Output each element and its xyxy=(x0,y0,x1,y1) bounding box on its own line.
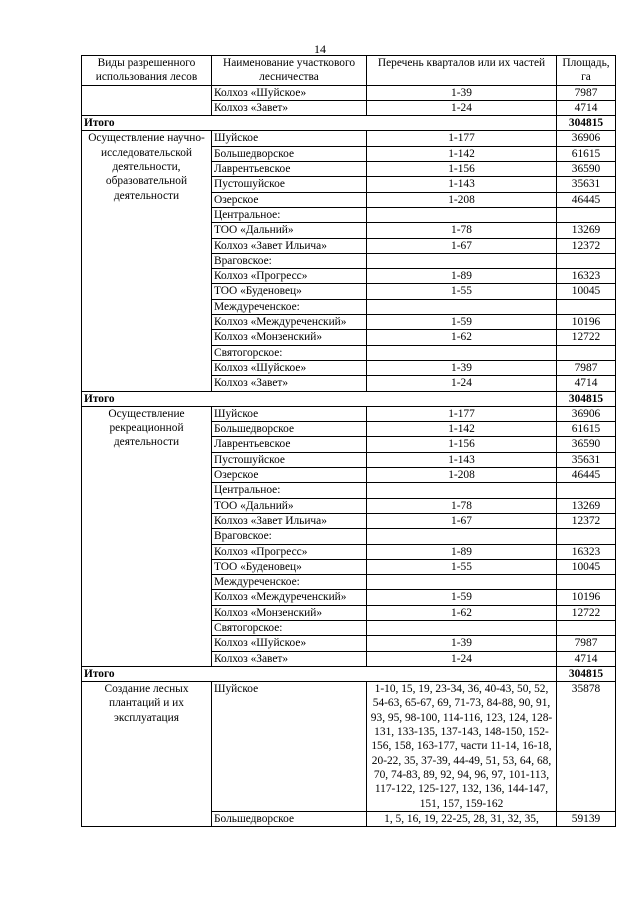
quarters-list: 1-78 xyxy=(367,223,557,238)
forest-use-table xyxy=(81,55,616,827)
area-value: 13269 xyxy=(557,498,616,513)
total-label: Итого xyxy=(82,116,557,131)
table-row xyxy=(82,682,616,812)
quarters-list: 1-156 xyxy=(367,437,557,452)
forestry-name: Пустошуйское xyxy=(212,452,367,467)
quarters-list: 1-62 xyxy=(367,605,557,620)
total-label: Итого xyxy=(82,666,557,681)
forestry-name: Колхоз «Завет Ильича» xyxy=(212,513,367,528)
quarters-list xyxy=(367,345,557,360)
forestry-name: Враговское: xyxy=(212,253,367,268)
area-value: 46445 xyxy=(557,468,616,483)
use-type-continued xyxy=(82,85,212,116)
quarters-list: 1-24 xyxy=(367,376,557,391)
area-value: 46445 xyxy=(557,192,616,207)
area-value: 35878 xyxy=(557,682,616,812)
forestry-name: Центральное: xyxy=(212,207,367,222)
header-forestry: Наименование участкового лесничества xyxy=(212,56,367,86)
forestry-name: Колхоз «Монзенский» xyxy=(212,330,367,345)
use-type: Осуществление научно-исследовательской деятельности, образовательной деятельности xyxy=(82,131,212,391)
forestry-name: Колхоз «Прогресс» xyxy=(212,544,367,559)
area-value: 10196 xyxy=(557,315,616,330)
quarters-list xyxy=(367,529,557,544)
area-value: 13269 xyxy=(557,223,616,238)
area-value xyxy=(557,575,616,590)
area-value: 7987 xyxy=(557,85,616,100)
quarters-list: 1-39 xyxy=(367,636,557,651)
forestry-name: Пустошуйское xyxy=(212,177,367,192)
area-value xyxy=(557,483,616,498)
forestry-name: Лаврентьевское xyxy=(212,437,367,452)
quarters-list: 1-142 xyxy=(367,422,557,437)
forestry-name: Колхоз «Прогресс» xyxy=(212,269,367,284)
area-value: 59139 xyxy=(557,811,616,826)
area-value: 12722 xyxy=(557,330,616,345)
total-row xyxy=(82,666,616,681)
forestry-name: Святогорское: xyxy=(212,345,367,360)
quarters-list xyxy=(367,207,557,222)
quarters-list: 1-143 xyxy=(367,452,557,467)
total-row xyxy=(82,116,616,131)
forestry-name: Озерское xyxy=(212,192,367,207)
forestry-name: Колхоз «Междуреченский» xyxy=(212,590,367,605)
area-value xyxy=(557,207,616,222)
area-value: 7987 xyxy=(557,636,616,651)
forestry-name: Шуйское xyxy=(212,131,367,146)
forestry-name: Колхоз «Междуреченский» xyxy=(212,315,367,330)
quarters-list: 1-177 xyxy=(367,406,557,421)
area-value xyxy=(557,529,616,544)
table-row xyxy=(82,85,616,100)
forestry-name: Святогорское: xyxy=(212,620,367,635)
quarters-list: 1-208 xyxy=(367,468,557,483)
quarters-list: 1-156 xyxy=(367,162,557,177)
total-row xyxy=(82,391,616,406)
forestry-name: Колхоз «Шуйское» xyxy=(212,636,367,651)
area-value: 4714 xyxy=(557,100,616,115)
area-value xyxy=(557,299,616,314)
area-value: 36906 xyxy=(557,131,616,146)
area-value: 4714 xyxy=(557,651,616,666)
quarters-list: 1-78 xyxy=(367,498,557,513)
forestry-name: Большедворское xyxy=(212,146,367,161)
area-value: 12372 xyxy=(557,513,616,528)
area-value: 10045 xyxy=(557,284,616,299)
area-value: 10196 xyxy=(557,590,616,605)
forestry-name: Озерское xyxy=(212,468,367,483)
area-value xyxy=(557,253,616,268)
area-value: 4714 xyxy=(557,376,616,391)
quarters-list: 1-59 xyxy=(367,590,557,605)
forestry-name: ТОО «Дальний» xyxy=(212,498,367,513)
quarters-list: 1-208 xyxy=(367,192,557,207)
quarters-list: 1-89 xyxy=(367,544,557,559)
quarters-list: 1-55 xyxy=(367,559,557,574)
quarters-list: 1-59 xyxy=(367,315,557,330)
header-area: Площадь, га xyxy=(557,56,616,86)
area-value: 10045 xyxy=(557,559,616,574)
total-value: 304815 xyxy=(557,666,616,681)
forestry-name: Шуйское xyxy=(212,682,367,812)
forestry-name: Центральное: xyxy=(212,483,367,498)
quarters-list: 1-55 xyxy=(367,284,557,299)
forestry-name: ТОО «Дальний» xyxy=(212,223,367,238)
table-row xyxy=(82,131,616,146)
forestry-name: Шуйское xyxy=(212,406,367,421)
forestry-name: Большедворское xyxy=(212,422,367,437)
quarters-list: 1-39 xyxy=(367,85,557,100)
area-value: 36906 xyxy=(557,406,616,421)
area-value: 16323 xyxy=(557,544,616,559)
quarters-list xyxy=(367,620,557,635)
quarters-list: 1-62 xyxy=(367,330,557,345)
quarters-list: 1-67 xyxy=(367,513,557,528)
total-label: Итого xyxy=(82,391,557,406)
quarters-list xyxy=(367,299,557,314)
quarters-list: 1-177 xyxy=(367,131,557,146)
area-value: 35631 xyxy=(557,452,616,467)
forestry-name: Колхоз «Завет» xyxy=(212,651,367,666)
area-value: 7987 xyxy=(557,360,616,375)
quarters-list: 1-24 xyxy=(367,100,557,115)
quarters-list: 1-39 xyxy=(367,360,557,375)
header-quarters: Перечень кварталов или их частей xyxy=(367,56,557,86)
table-header-row xyxy=(82,56,616,86)
quarters-list xyxy=(367,575,557,590)
area-value: 12372 xyxy=(557,238,616,253)
forestry-name: Междуреченское: xyxy=(212,575,367,590)
quarters-list: 1-143 xyxy=(367,177,557,192)
area-value: 16323 xyxy=(557,269,616,284)
quarters-list: 1-24 xyxy=(367,651,557,666)
area-value: 35631 xyxy=(557,177,616,192)
forestry-name: Междуреченское: xyxy=(212,299,367,314)
area-value: 61615 xyxy=(557,146,616,161)
quarters-list xyxy=(367,253,557,268)
area-value: 36590 xyxy=(557,162,616,177)
forestry-name: Большедворское xyxy=(212,811,367,826)
quarters-list: 1-10, 15, 19, 23-34, 36, 40-43, 50, 52, 54-63, 65-67, 69, 71-73, 84-88, 90, 91, 93, 95, 98-100, 114-116, 123, 124, 128-131, 133-135, 137-143, 148-150, 152-156, 158, 163-177, части 11-14, 16-18, 20-22, 35, 37-39, 44-49, 51, 53, 64, 68, 70, 74-83, 89, 92, 94, 96, 97, 101-113, 117-122, 125-127, 132, 136, 144-147, 151, 157, 159-162 xyxy=(367,682,557,812)
total-value: 304815 xyxy=(557,116,616,131)
forestry-name: ТОО «Буденовец» xyxy=(212,559,367,574)
forestry-name: Колхоз «Завет Ильича» xyxy=(212,238,367,253)
forestry-name: Колхоз «Завет» xyxy=(212,100,367,115)
area-value: 36590 xyxy=(557,437,616,452)
use-type: Создание лесных плантаций и их эксплуатация xyxy=(82,682,212,827)
forestry-name: Колхоз «Шуйское» xyxy=(212,85,367,100)
forestry-name: Колхоз «Монзенский» xyxy=(212,605,367,620)
quarters-list: 1-89 xyxy=(367,269,557,284)
page-number: 14 xyxy=(314,42,326,56)
area-value: 61615 xyxy=(557,422,616,437)
quarters-list: 1-142 xyxy=(367,146,557,161)
area-value: 12722 xyxy=(557,605,616,620)
header-use-type: Виды разрешенного использования лесов xyxy=(82,56,212,86)
forestry-name: Враговское: xyxy=(212,529,367,544)
table-row xyxy=(82,406,616,421)
forestry-name: Колхоз «Завет» xyxy=(212,376,367,391)
quarters-list: 1, 5, 16, 19, 22-25, 28, 31, 32, 35, xyxy=(367,811,557,826)
area-value xyxy=(557,345,616,360)
use-type: Осуществление рекреационной деятельности xyxy=(82,406,212,666)
forestry-name: ТОО «Буденовец» xyxy=(212,284,367,299)
quarters-list: 1-67 xyxy=(367,238,557,253)
total-value: 304815 xyxy=(557,391,616,406)
forestry-name: Лаврентьевское xyxy=(212,162,367,177)
forestry-name: Колхоз «Шуйское» xyxy=(212,360,367,375)
quarters-list xyxy=(367,483,557,498)
area-value xyxy=(557,620,616,635)
table-body xyxy=(82,85,616,827)
